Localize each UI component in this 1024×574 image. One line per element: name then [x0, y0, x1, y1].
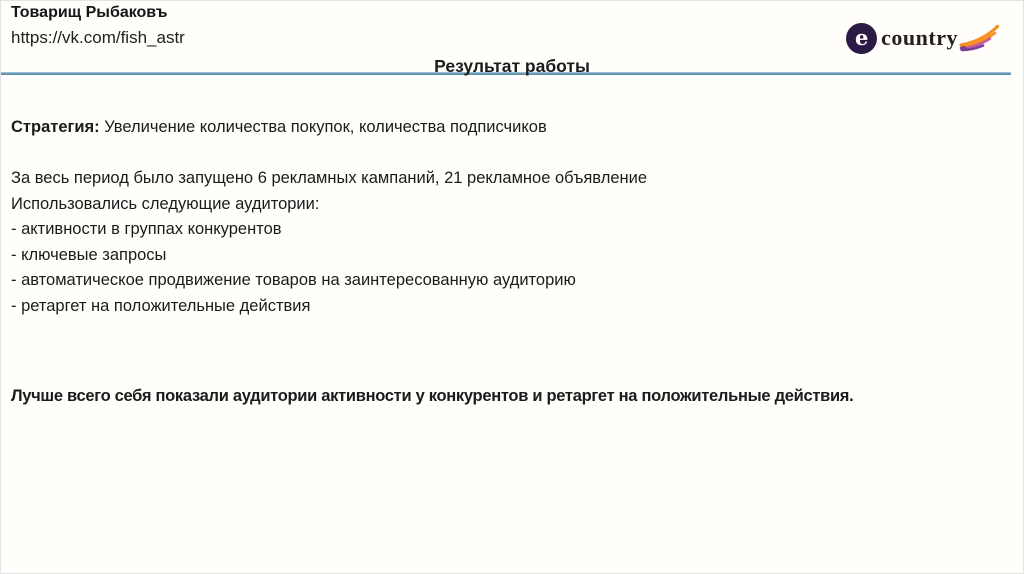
- logo-word: country: [881, 25, 958, 50]
- strategy-text: Увеличение количества покупок, количества подписчиков: [104, 118, 547, 136]
- audiences-intro: Использовались следующие аудитории:: [11, 194, 320, 213]
- ecountry-letter-icon: [846, 23, 877, 54]
- strategy-label: Стратегия:: [11, 118, 100, 136]
- audience-item: - ключевые запросы: [11, 245, 167, 264]
- campaigns-summary: За весь период было запущено 6 рекламных кампаний, 21 рекламное объявление: [11, 169, 648, 187]
- account-url: https://vk.com/fish_astr: [11, 28, 185, 47]
- conclusion-line: Лучше всего себя показали аудитории активности у конкурентов и ретаргет на положительные действия.: [11, 387, 854, 405]
- audience-item: - активности в группах конкурентов: [11, 220, 282, 238]
- audience-item: - ретаргет на положительные действия: [11, 296, 311, 315]
- ecountry-logo: [846, 21, 999, 55]
- wing-icon: [959, 25, 999, 53]
- strategy-line: [11, 115, 1013, 141]
- slide-title: Результат работы: [434, 56, 590, 76]
- audience-item: - автоматическое продвижение товаров на заинтересованную аудиторию: [11, 271, 576, 289]
- logo-letter: e: [854, 24, 869, 50]
- account-name: Товарищ Рыбаковъ: [11, 4, 168, 21]
- slide-body: [11, 115, 1013, 410]
